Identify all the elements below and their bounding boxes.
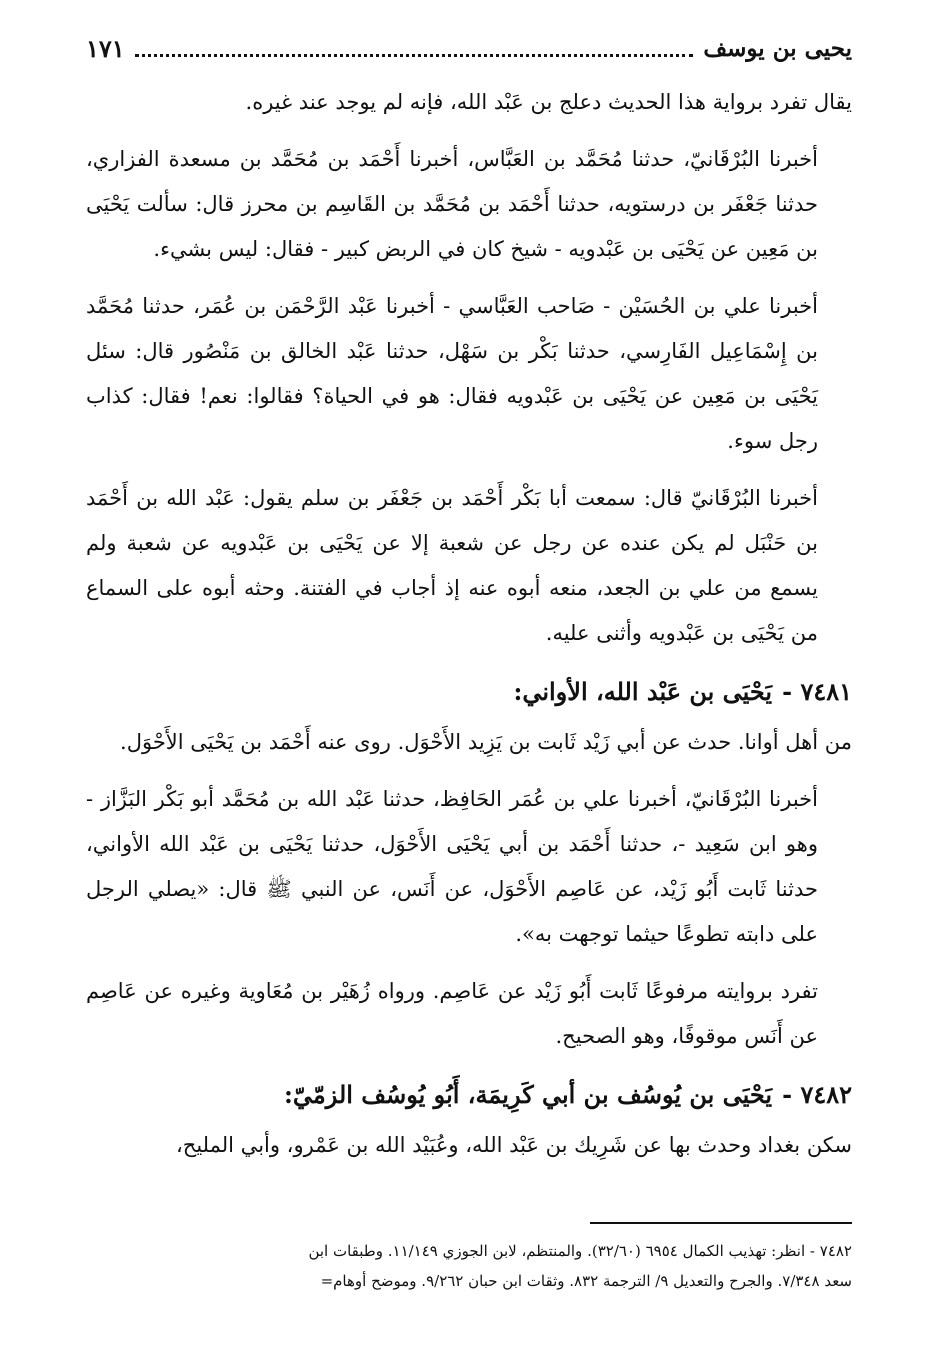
paragraph: أخبرنا البُرْقَانيّ، أخبرنا علي بن عُمَر الحَافِظ، حدثنا عَبْد الله بن مُحَمَّد أبو بَكْر البَزَّاز - وهو ابن سَعِيد -، حدثنا أَحْمَد بن أبي يَحْيَى الأَحْوَل، حدثنا يَحْيَى بن عَبْد الله الأواني، حدثنا ثَابت أَبُو زَيْد، عن عَاصِم الأَحْوَل، عن أَنَس، عن النبي ﷺ قال: «يصلي الرجل على دابته تطوعًا حيثما توجهت به». xyxy=(86,787,818,946)
footnote-line: سعد ٧/٣٤٨. والجرح والتعديل ٩/ الترجمة ٨٣٢. وثقات ابن حبان ٩/٢٦٢. وموضح أوهام= xyxy=(320,1272,852,1290)
paragraph: تفرد بروايته مرفوعًا ثَابت أَبُو زَيْد عن عَاصِم. ورواه زُهَيْر بن مُعَاوية وغيره عن عَاصِم عن أَنَس موقوفًا، وهو الصحيح. xyxy=(86,979,818,1048)
entry-heading xyxy=(86,668,852,716)
footnote-divider xyxy=(590,1222,852,1224)
paragraph: أخبرنا البُرْقَانيّ، حدثنا مُحَمَّد بن العَبَّاس، أخبرنا أَحْمَد بن مُحَمَّد بن مسعدة الفزاري، حدثنا جَعْفَر بن درستويه، حدثنا أَحْمَد بن مُحَمَّد بن القَاسِم بن محرز قال: سألت يَحْيَى بن مَعِين عن يَحْيَى بن عَبْدويه - شيخ كان في الربض كبير - فقال: ليس بشيء. xyxy=(86,147,818,261)
entry-title: يَحْيَى بن عَبْد الله، الأواني: xyxy=(513,677,773,706)
entry-number: ٧٤٨١ - xyxy=(782,677,852,706)
page-number: ١٧١ xyxy=(86,33,125,63)
body-text xyxy=(86,80,852,1210)
footnote-line: ٧٤٨٢ - انظر: تهذيب الكمال ٦٩٥٤ (٣٢/٦٠). والمنتظم، لابن الجوزي ١١/١٤٩. وطبقات ابن xyxy=(308,1242,852,1260)
paragraph: أخبرنا علي بن الحُسَيْن - صَاحب العَبَّاسي - أخبرنا عَبْد الرَّحْمَن بن عُمَر، حدثنا مُحَمَّد بن إِسْمَاعِيل الفَارِسي، حدثنا بَكْر بن سَهْل، حدثنا عَبْد الخالق بن مَنْصُور قال: سئل يَحْيَى بن مَعِين عن يَحْيَى بن عَبْدويه فقال: هو في الحياة؟ فقالوا: نعم! فقال: كذاب رجل سوء. xyxy=(86,294,818,453)
paragraph: يقال تفرد برواية هذا الحديث دعلج بن عَبْد الله، فإنه لم يوجد عند غيره. xyxy=(245,90,852,114)
entry-heading xyxy=(86,1071,852,1119)
running-head-title: يحيى بن يوسف xyxy=(703,34,852,62)
document-page xyxy=(86,24,852,1342)
running-head-dot-leader xyxy=(135,54,694,57)
running-head xyxy=(86,24,852,72)
paragraph: أخبرنا البُرْقَانيّ قال: سمعت أبا بَكْر أَحْمَد بن جَعْفَر بن سلم يقول: عَبْد الله بن أَحْمَد بن حَنْبَل لم يكن عنده عن رجل عن شعبة إلا عن يَحْيَى بن عَبْدويه عن شعبة ولم يسمع من علي بن الجعد، منعه أبوه عنه إذ أجاب في الفتنة. وحثه أبوه على السماع من يَحْيَى بن عَبْدويه وأثنى عليه. xyxy=(86,486,818,645)
paragraph: من أهل أوانا. حدث عن أبي زَيْد ثَابت بن يَزِيد الأَحْوَل. روى عنه أَحْمَد بن يَحْيَى الأَحْوَل. xyxy=(120,730,852,754)
paragraph: سكن بغداد وحدث بها عن شَرِيك بن عَبْد الله، وعُبَيْد الله بن عَمْرو، وأبي المليح، xyxy=(176,1133,852,1157)
footnotes xyxy=(86,1236,852,1296)
entry-title: يَحْيَى بن يُوسُف بن أبي كَرِيمَة، أَبُو يُوسُف الزمّيّ: xyxy=(284,1080,773,1109)
entry-number: ٧٤٨٢ - xyxy=(782,1080,852,1109)
